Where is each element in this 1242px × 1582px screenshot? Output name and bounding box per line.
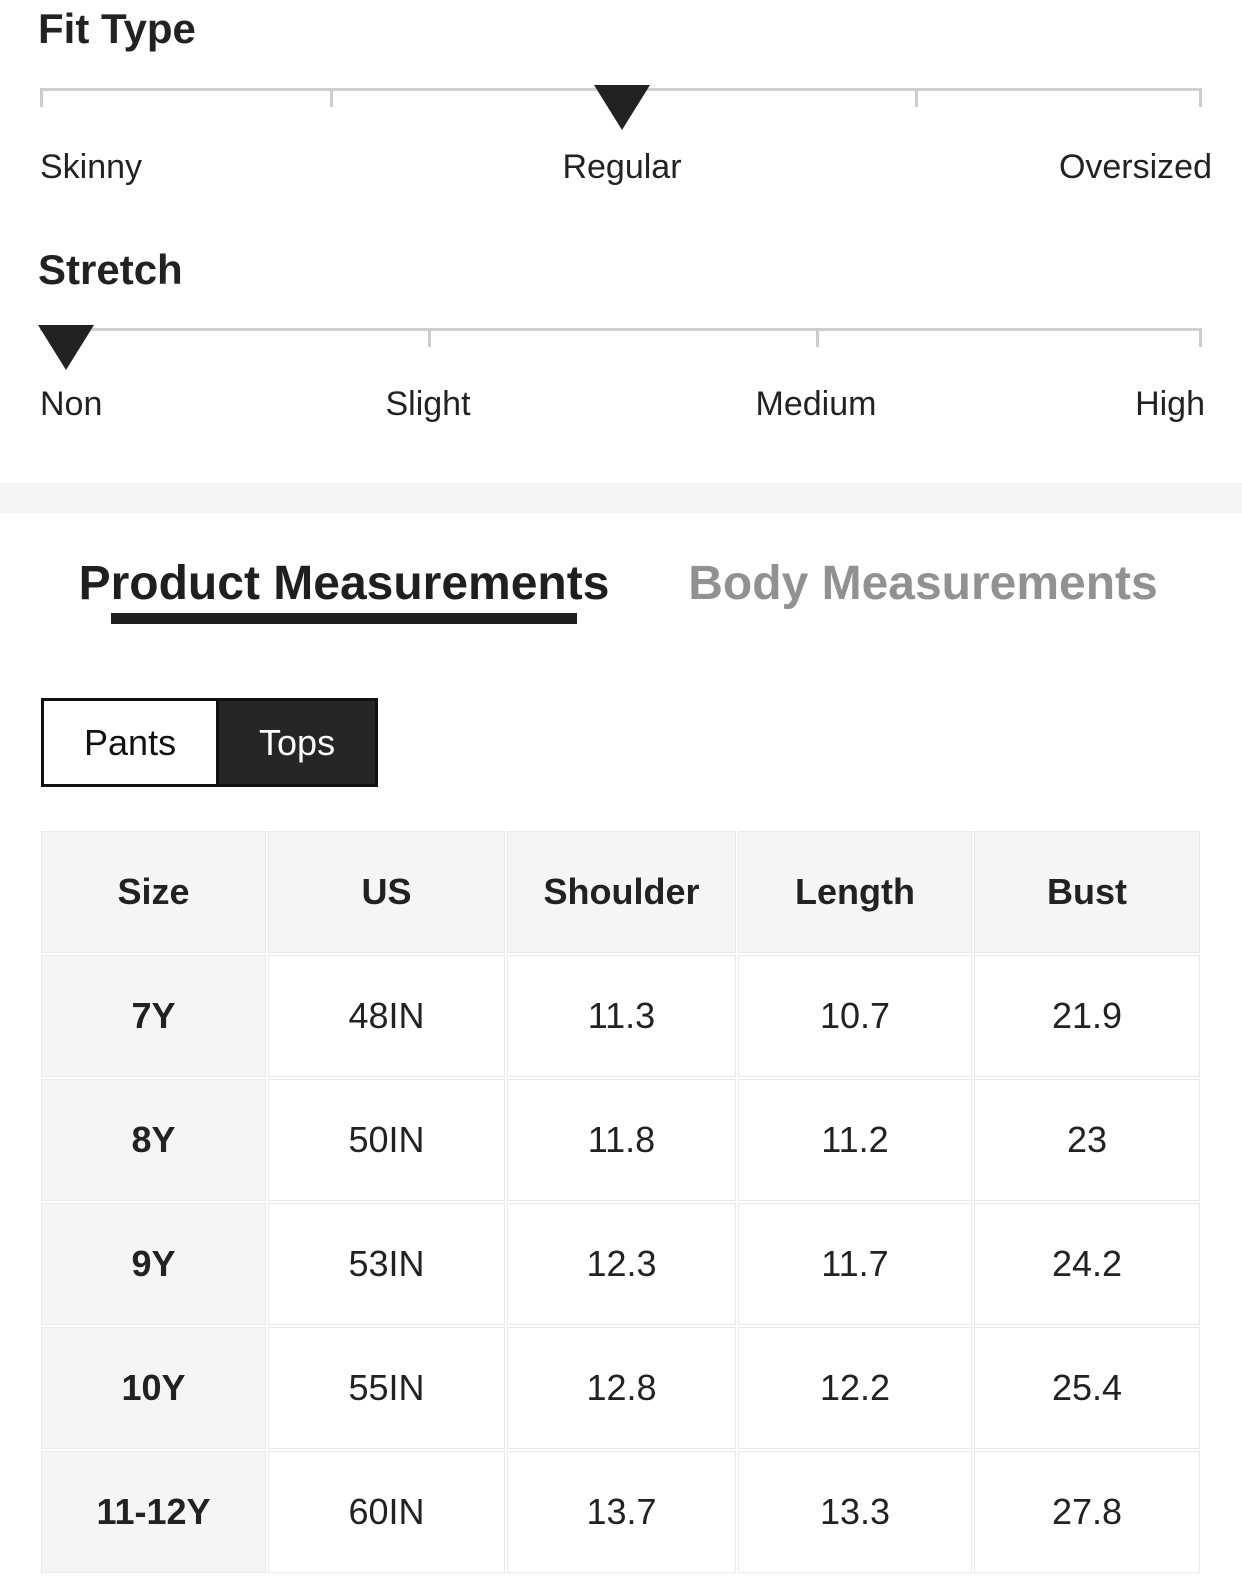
stretch-marker-icon [38, 325, 94, 370]
fit-marker-icon [594, 85, 650, 130]
fit-tick-q3 [915, 88, 918, 107]
stretch-scale [40, 328, 1202, 331]
size-cell: 7Y [41, 955, 266, 1077]
table-row [41, 955, 1200, 1077]
stretch-label-high: High [1135, 385, 1205, 423]
table-row [41, 1451, 1200, 1573]
size-cell: 8Y [41, 1079, 266, 1201]
stretch-label-non: Non [40, 385, 103, 423]
value-cell: 13.7 [507, 1451, 736, 1573]
tab-body-measurements[interactable]: Body Measurements [688, 557, 1158, 610]
value-cell: 48IN [268, 955, 505, 1077]
value-cell: 25.4 [974, 1327, 1200, 1449]
column-header-shoulder: Shoulder [507, 831, 736, 953]
fit-tick-q1 [330, 88, 333, 107]
column-header-size: Size [41, 831, 266, 953]
section-divider [0, 483, 1242, 513]
fit-tick-end [1199, 88, 1202, 107]
value-cell: 11.8 [507, 1079, 736, 1201]
value-cell: 11.2 [738, 1079, 972, 1201]
stretch-tick-2 [816, 328, 819, 347]
fit-type-scale [40, 88, 1202, 91]
value-cell: 10.7 [738, 955, 972, 1077]
size-cell: 9Y [41, 1203, 266, 1325]
fit-label-skinny: Skinny [40, 148, 143, 186]
size-cell: 11-12Y [41, 1451, 266, 1573]
column-header-length: Length [738, 831, 972, 953]
size-table [39, 829, 1202, 1575]
fit-type-title: Fit Type [38, 5, 196, 52]
value-cell: 11.7 [738, 1203, 972, 1325]
fit-label-oversized: Oversized [1058, 148, 1212, 186]
value-cell: 13.3 [738, 1451, 972, 1573]
value-cell: 12.2 [738, 1327, 972, 1449]
toggle-option-tops[interactable]: Tops [219, 701, 375, 784]
size-cell: 10Y [41, 1327, 266, 1449]
value-cell: 21.9 [974, 955, 1200, 1077]
fit-tick-start [40, 88, 43, 107]
column-header-us: US [268, 831, 505, 953]
stretch-label-medium: Medium [755, 385, 877, 423]
toggle-option-pants[interactable]: Pants [44, 701, 219, 784]
value-cell: 23 [974, 1079, 1200, 1201]
value-cell: 12.8 [507, 1327, 736, 1449]
value-cell: 53IN [268, 1203, 505, 1325]
column-header-bust: Bust [974, 831, 1200, 953]
value-cell: 11.3 [507, 955, 736, 1077]
table-row [41, 1327, 1200, 1449]
value-cell: 50IN [268, 1079, 505, 1201]
value-cell: 55IN [268, 1327, 505, 1449]
value-cell: 60IN [268, 1451, 505, 1573]
table-row [41, 1203, 1200, 1325]
stretch-label-slight: Slight [385, 385, 471, 423]
stretch-title: Stretch [38, 246, 183, 293]
table-row [41, 1079, 1200, 1201]
value-cell: 12.3 [507, 1203, 736, 1325]
stretch-tick-1 [428, 328, 431, 347]
table-header-row [41, 831, 1200, 953]
tab-product-measurements[interactable]: Product Measurements [78, 557, 610, 610]
value-cell: 27.8 [974, 1451, 1200, 1573]
category-toggle [41, 698, 378, 787]
stretch-tick-end [1199, 328, 1202, 347]
active-tab-underline [111, 613, 577, 624]
fit-label-regular: Regular [562, 148, 682, 186]
value-cell: 24.2 [974, 1203, 1200, 1325]
